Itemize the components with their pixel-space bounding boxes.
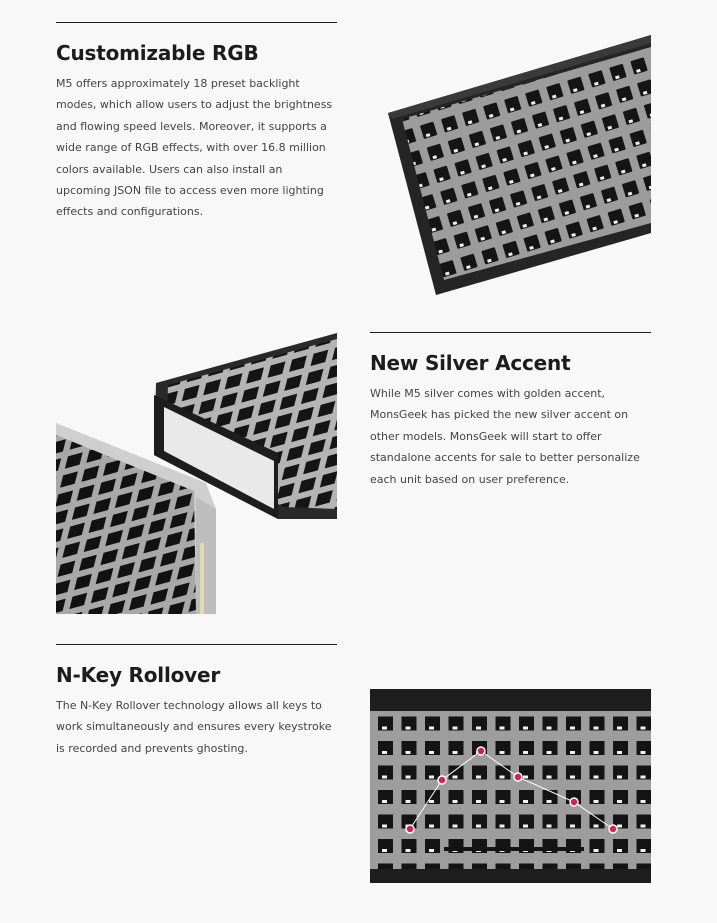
section-divider [56, 22, 337, 23]
silver-accent-image [56, 333, 337, 614]
section-divider [370, 332, 651, 333]
section-title: Customizable RGB [56, 41, 259, 65]
section-divider [56, 644, 337, 645]
section-description: M5 offers approximately 18 preset backlight modes, which allow users to adjust the brightness and flowing speed levels. Moreover, it supports a wide range of RGB effects, with over 16.8 million colors available. Users can also install an upcoming JSON file to access even more lighting effects and configurations. [56, 77, 333, 219]
n-key-rollover-image [370, 689, 651, 883]
section-customizable-rgb [56, 22, 338, 223]
keyboard-rgb-image [388, 35, 651, 295]
section-description: The N-Key Rollover technology allows all keys to work simultaneously and ensures every keystroke is recorded and prevents ghosting. [56, 699, 332, 755]
section-title: New Silver Accent [370, 351, 571, 375]
section-description: While M5 silver comes with golden accent, MonsGeek has picked the new silver accent on other models. MonsGeek will start to offer standalone accents for sale to better personalize each unit based on user preference. [370, 387, 640, 486]
section-new-silver-accent [370, 332, 652, 490]
section-n-key-rollover [56, 644, 338, 759]
section-title: N-Key Rollover [56, 663, 221, 687]
